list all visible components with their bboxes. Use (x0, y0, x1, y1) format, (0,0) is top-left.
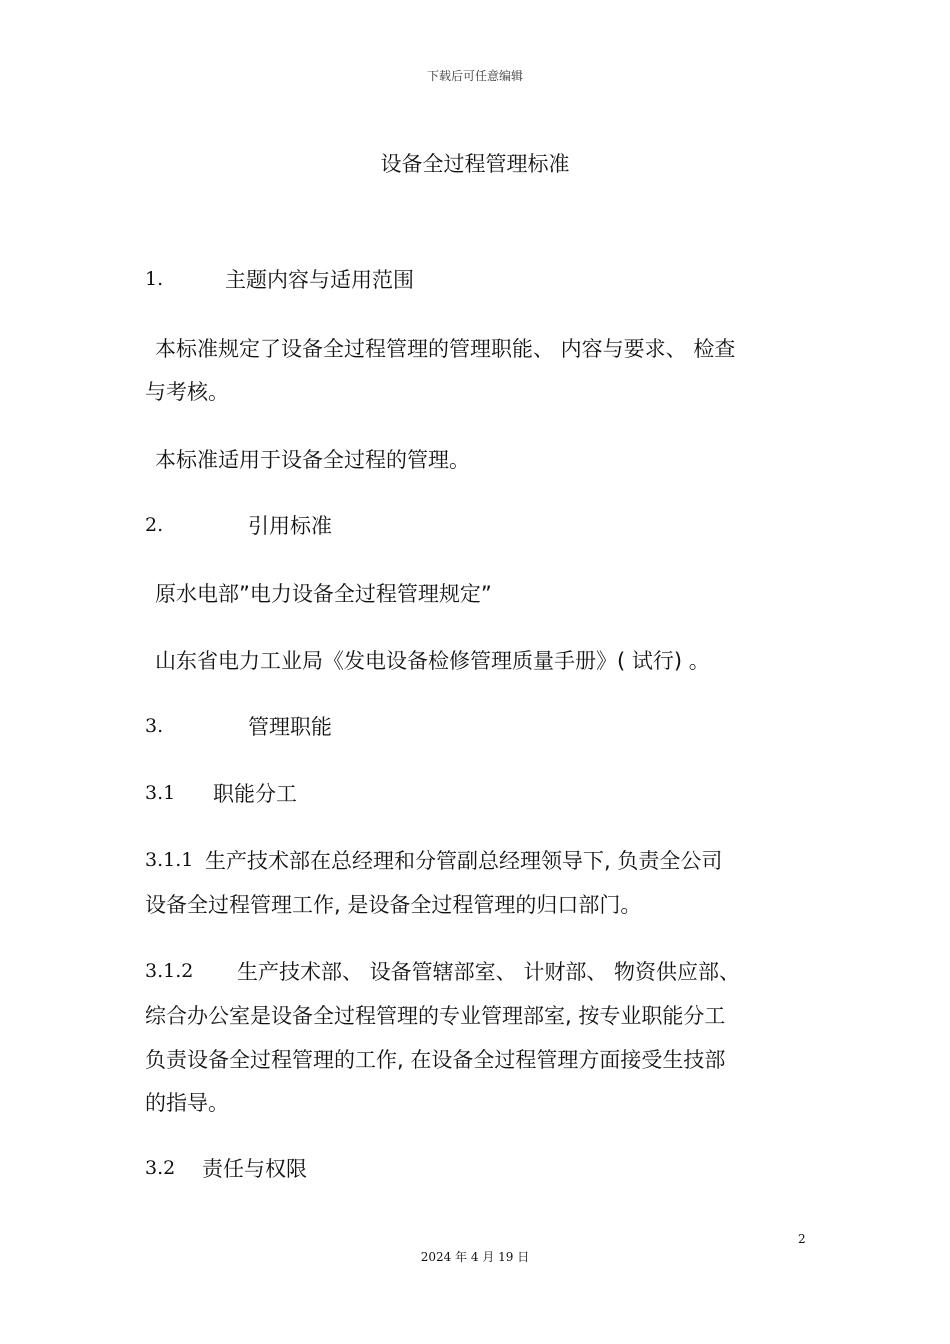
section-3-1-2-line-4: 的指导。 (145, 1091, 229, 1115)
paragraph-3: 原水电部”电力设备全过程管理规定” (155, 582, 492, 606)
section-3-1-2-line-2: 综合办公室是设备全过程管理的专业管理部室, 按专业职能分工 (145, 1004, 726, 1028)
section-3-2-heading: 责任与权限 (202, 1157, 307, 1181)
section-3-heading: 管理职能 (248, 715, 332, 739)
section-3-1-2-line-1: 生产技术部、 设备管辖部室、 计财部、 物资供应部、 (237, 960, 741, 984)
section-3-1-number: 3.1 (145, 782, 176, 804)
section-1-heading: 主题内容与适用范围 (225, 268, 414, 292)
footer-date: 2024 年 4 月 19 日 (420, 1250, 530, 1264)
paragraph-4: 山东省电力工业局《发电设备检修管理质量手册》( 试行) 。 (155, 649, 710, 673)
section-3-1-1-line-1: 生产技术部在总经理和分管副总经理领导下, 负责全公司 (205, 849, 723, 873)
section-3-1-2-number: 3.1.2 (145, 960, 194, 982)
section-3-2-number: 3.2 (145, 1157, 176, 1179)
section-2-number: 2. (145, 514, 164, 536)
paragraph-2: 本标准适用于设备全过程的管理。 (155, 448, 470, 472)
section-3-1-1-line-2: 设备全过程管理工作, 是设备全过程管理的归口部门。 (145, 893, 642, 917)
section-3-1-1-number: 3.1.1 (145, 849, 194, 871)
page-number: 2 (798, 1232, 806, 1246)
section-3-1-heading: 职能分工 (213, 782, 297, 806)
section-3-1-2-line-3: 负责设备全过程管理的工作, 在设备全过程管理方面接受生技部 (145, 1048, 726, 1072)
page-header: 下载后可任意编辑 (426, 69, 523, 83)
paragraph-1-line-2: 与考核。 (145, 380, 229, 404)
paragraph-1-line-1: 本标准规定了设备全过程管理的管理职能、 内容与要求、 检查 (155, 337, 736, 361)
section-2-heading: 引用标准 (248, 514, 332, 538)
document-title: 设备全过程管理标准 (380, 152, 570, 176)
section-3-number: 3. (145, 715, 164, 737)
section-1-number: 1. (145, 268, 164, 290)
